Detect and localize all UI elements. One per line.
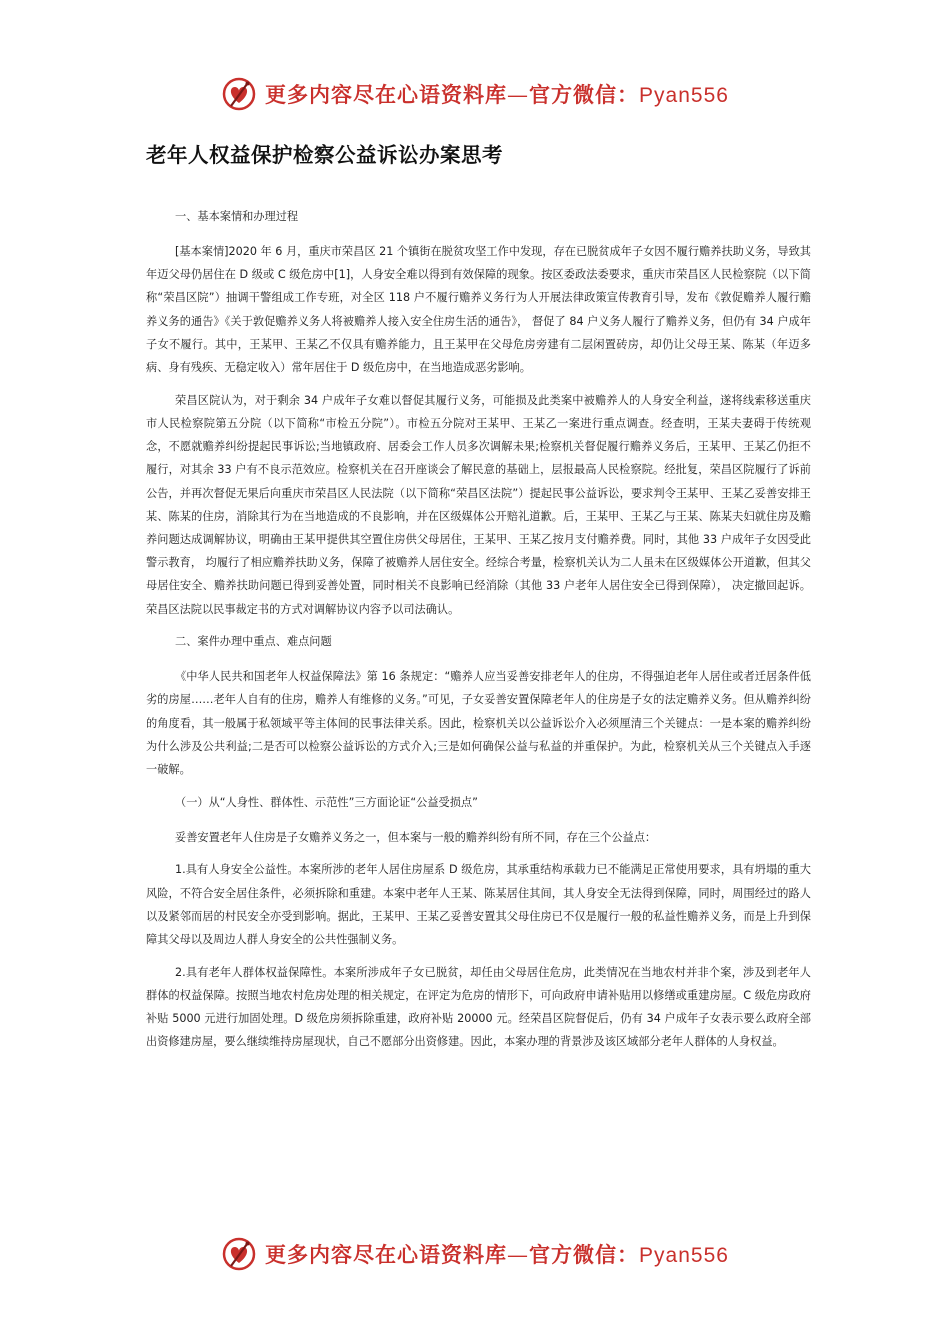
header-banner — [0, 70, 950, 118]
paragraph-point-2: 2.具有老年人群体权益保障性。本案所涉成年子女已脱贫，却任由父母居住危房，此类情况在当地农村并非个案，涉及到老年人群体的权益保障。按照当地农村危房处理的相关规定，在评定为危房的情形下，可向政府申请补贴用以修缮或重建房屋。C 级危房政府补贴 5000 元进行加固处理。D 级危房须拆除重建，政府补贴 20000 元。经荣昌区院督促后，仍有 34 户成年子女表示要么政府全部出资修建房屋，要么继续维持房屋现状，自己不愿部分出资修建。因此，本案办理的背景涉及该区域部分老年人群体的人身权益。 — [146, 965, 811, 1049]
banner-wechat-label: 官方微信： — [529, 1242, 640, 1267]
paragraph-law: 《中华人民共和国老年人权益保障法》第 16 条规定：“赡养人应当妥善安排老年人的住房，不得强迫老年人居住或者迁居条件低劣的房屋……老年人自有的住房，赡养人有维修的义务。”可见，子女妥善安置保障老年人的住房是子女的法定赡养义务。但从赡养纠纷的角度看，其一般属于私领域平等主体间的民事法律关系。因此，检察机关以公益诉讼介入必须厘清三个关键点：一是本案的赡养纠纷为什么涉及公共利益;二是否可以检察公益诉讼的方式介入;三是如何确保公益与私益的并重保护。为此，检察机关从三个关键点入手逐一破解。 — [146, 670, 811, 777]
banner-wechat-id: Pyan556 — [639, 1244, 729, 1267]
paragraph-process: 荣昌区院认为，对于剩余 34 户成年子女难以督促其履行义务，可能损及此类案中被赡养人的人身安全利益，遂将线索移送重庆市人民检察院第五分院（以下简称“市检五分院”）。市检五分院对王某甲、王某乙一案进行重点调查。经查明，王某夫妻碍于传统观念，不愿就赡养纠纷提起民事诉讼;当地镇政府、居委会工作人员多次调解未果;检察机关督促履行赡养义务后，王某甲、王某乙仍拒不履行，对其余 33 户有不良示范效应。检察机关在召开座谈会了解民意的基础上，层报最高人民检察院。经批复，荣昌区院履行了诉前公告，并再次督促无果后向重庆市荣昌区人民法院（以下简称“荣昌区法院”）提起民事公益诉讼，要求判令王某甲、王某乙妥善安排王某、陈某的住房，消除其行为在当地造成的不良影响，并在区级媒体公开赔礼道歉。后，王某甲、王某乙与王某、陈某夫妇就住房及赡养问题达成调解协议，明确由王某甲提供其空置住房供父母居住，王某甲、王某乙按月支付赡养费。同时，其他 33 户成年子女因受此警示教育， 均履行了相应赡养扶助义务，保障了被赡养人居住安全。经综合考量，检察机关认为二人虽未在区级媒体公开道歉，但其父母居住安全、赡养扶助问题已得到妥善处置，同时相关不良影响已经消除（其他 33 户老年人居住安全已得到保障）， 决定撤回起诉。荣昌区法院以民事裁定书的方式对调解协议内容予以司法确认。 — [146, 393, 811, 616]
banner-main-text: 更多内容尽在心语资料库 — [265, 1242, 508, 1267]
banner-separator: — — [507, 1243, 530, 1267]
footer-banner — [0, 1230, 950, 1278]
paragraph-point-1: 1.具有人身安全公益性。本案所涉的老年人居住房屋系 D 级危房，其承重结构承载力已不能满足正常使用要求，具有坍塌的重大风险，不符合安全居住条件，必须拆除和重建。本案中老年人王某、陈某居住其间，其人身安全无法得到保障，同时，周围经过的路人以及紧邻而居的村民安全亦受到影响。据此，王某甲、王某乙妥善安置其父母住房已不仅是履行一般的私益性赡养义务，而是上升到保障其父母以及周边人群人身安全的公共性强制义务。 — [146, 863, 811, 947]
banner-separator: — — [507, 83, 530, 107]
banner-wechat-label: 官方微信： — [529, 82, 640, 107]
document-title: 老年人权益保护检察公益诉讼办案思考 — [146, 143, 503, 167]
banner-main-text: 更多内容尽在心语资料库 — [265, 82, 508, 107]
paragraph-basic-case: [基本案情]2020 年 6 月，重庆市荣昌区 21 个镇街在脱贫攻坚工作中发现，存在已脱贫成年子女因不履行赡养扶助义务，导致其年迈父母仍居住在 D 级或 C 级危房中[1]，人身安全难以得到有效保障的现象。按区委政法委要求，重庆市荣昌区人民检察院（以下简称“荣昌区院”）抽调干警组成工作专班，对全区 118 户不履行赡养义务行为人开展法律政策宣传教育引导，发布《敦促赡养人履行赡养义务的通告》《关于敦促赡养义务人将被赡养人接入安全住房生活的通告》， 督促了 84 户义务人履行了赡养义务，但仍有 34 户成年子女不履行。其中，王某甲、王某乙不仅具有赡养能力，且王某甲在父母危房旁建有二层闲置砖房，却仍让父母王某、陈某（年迈多病、身有残疾、无稳定收入）常年居住于 D 级危房中，在当地造成恶劣影响。 — [146, 245, 811, 375]
subsection-heading-1: （一）从“人身性、群体性、示范性”三方面论证“公益受损点” — [175, 795, 478, 809]
document-body — [146, 205, 811, 1063]
section-heading-2: 二、案件办理中重点、难点问题 — [175, 635, 332, 649]
banner-text — [265, 1239, 729, 1269]
banner-wechat-id: Pyan556 — [639, 84, 729, 107]
banner-text — [265, 79, 729, 109]
heart-pen-logo-icon — [221, 1236, 257, 1272]
section-heading-1: 一、基本案情和办理过程 — [175, 210, 299, 223]
paragraph-public-points: 妥善安置老年人住房是子女赡养义务之一，但本案与一般的赡养纠纷有所不同，存在三个公益点： — [175, 830, 657, 844]
heart-pen-logo-icon — [221, 76, 257, 112]
